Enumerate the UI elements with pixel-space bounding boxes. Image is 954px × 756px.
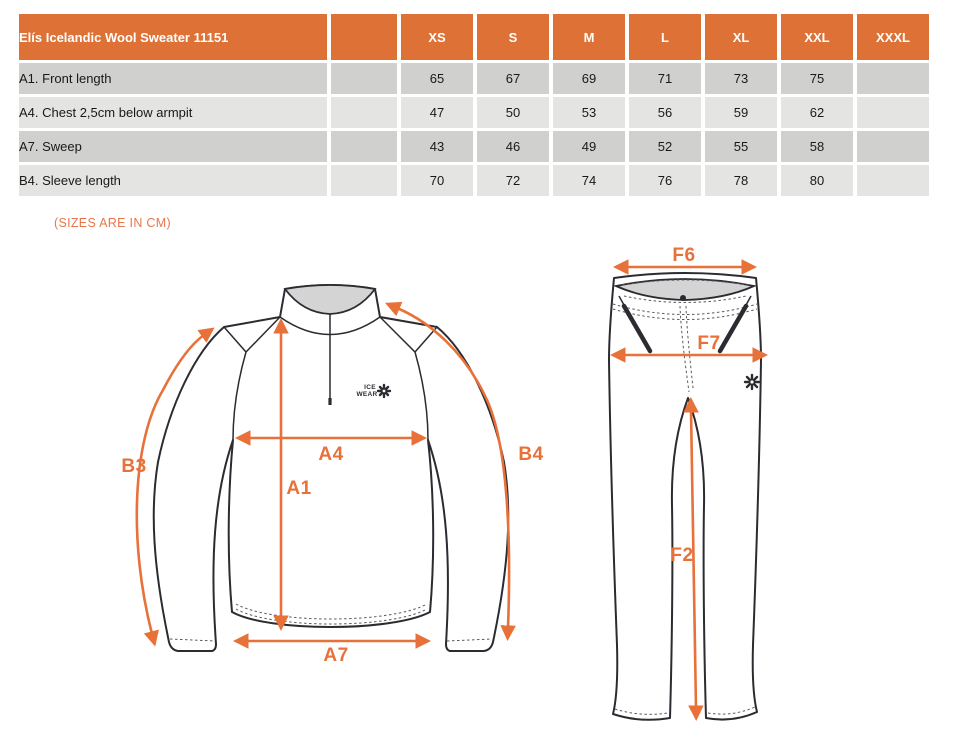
product-title: Elís Icelandic Wool Sweater 11151 xyxy=(19,14,327,60)
label-F7: F7 xyxy=(697,333,721,354)
size-chart-table xyxy=(15,11,933,199)
table-header-row xyxy=(19,14,929,60)
cell-value: 76 xyxy=(629,165,701,196)
waist-button xyxy=(680,295,686,301)
cell-value: 78 xyxy=(705,165,777,196)
cell-value: 65 xyxy=(401,63,473,94)
row-spacer-cell xyxy=(331,165,397,196)
cell-value xyxy=(857,97,929,128)
cell-value: 56 xyxy=(629,97,701,128)
cell-value: 73 xyxy=(705,63,777,94)
size-header-xxl: XXL xyxy=(781,14,853,60)
size-header-xl: XL xyxy=(705,14,777,60)
row-label: A4. Chest 2,5cm below armpit xyxy=(19,97,327,128)
cell-value: 70 xyxy=(401,165,473,196)
cell-value: 52 xyxy=(629,131,701,162)
cell-value: 75 xyxy=(781,63,853,94)
size-header-xs: XS xyxy=(401,14,473,60)
cell-value xyxy=(857,165,929,196)
cell-value: 67 xyxy=(477,63,549,94)
row-spacer-cell xyxy=(331,97,397,128)
pants-outline xyxy=(609,273,761,720)
logo-snowflake-icon xyxy=(378,385,390,397)
row-spacer-cell xyxy=(331,63,397,94)
pants-measurement-diagram xyxy=(580,240,954,740)
cell-value: 43 xyxy=(401,131,473,162)
cell-value: 74 xyxy=(553,165,625,196)
sizes-in-cm-note: (SIZES ARE IN CM) xyxy=(54,216,171,230)
cell-value: 62 xyxy=(781,97,853,128)
cell-value: 46 xyxy=(477,131,549,162)
label-A1: A1 xyxy=(286,478,312,499)
cell-value: 71 xyxy=(629,63,701,94)
label-B4: B4 xyxy=(518,444,544,465)
cell-value: 80 xyxy=(781,165,853,196)
size-header-l: L xyxy=(629,14,701,60)
cell-value: 69 xyxy=(553,63,625,94)
logo-text-wear: WEAR xyxy=(356,391,378,398)
cell-value xyxy=(857,131,929,162)
zipper-pull xyxy=(328,398,331,405)
row-label: B4. Sleeve length xyxy=(19,165,327,196)
table-row xyxy=(19,63,929,94)
label-A4: A4 xyxy=(318,444,344,465)
row-label: A1. Front length xyxy=(19,63,327,94)
row-spacer-cell xyxy=(331,131,397,162)
table-row xyxy=(19,131,929,162)
cell-value: 53 xyxy=(553,97,625,128)
cell-value: 50 xyxy=(477,97,549,128)
label-F2: F2 xyxy=(670,545,694,566)
header-spacer-cell xyxy=(331,14,397,60)
cell-value xyxy=(857,63,929,94)
cell-value: 47 xyxy=(401,97,473,128)
label-A7: A7 xyxy=(323,645,349,666)
cell-value: 59 xyxy=(705,97,777,128)
size-header-m: M xyxy=(553,14,625,60)
cell-value: 72 xyxy=(477,165,549,196)
sweater-measurement-diagram xyxy=(100,250,560,680)
cell-value: 58 xyxy=(781,131,853,162)
cell-value: 55 xyxy=(705,131,777,162)
cell-value: 49 xyxy=(553,131,625,162)
size-header-xxxl: XXXL xyxy=(857,14,929,60)
pants-snowflake-icon xyxy=(745,375,759,389)
row-label: A7. Sweep xyxy=(19,131,327,162)
label-B3: B3 xyxy=(121,456,147,477)
table-row xyxy=(19,97,929,128)
logo-text-ice: ICE xyxy=(364,384,376,391)
table-row xyxy=(19,165,929,196)
sweater-outline xyxy=(154,285,509,651)
size-header-s: S xyxy=(477,14,549,60)
label-F6: F6 xyxy=(672,245,696,266)
